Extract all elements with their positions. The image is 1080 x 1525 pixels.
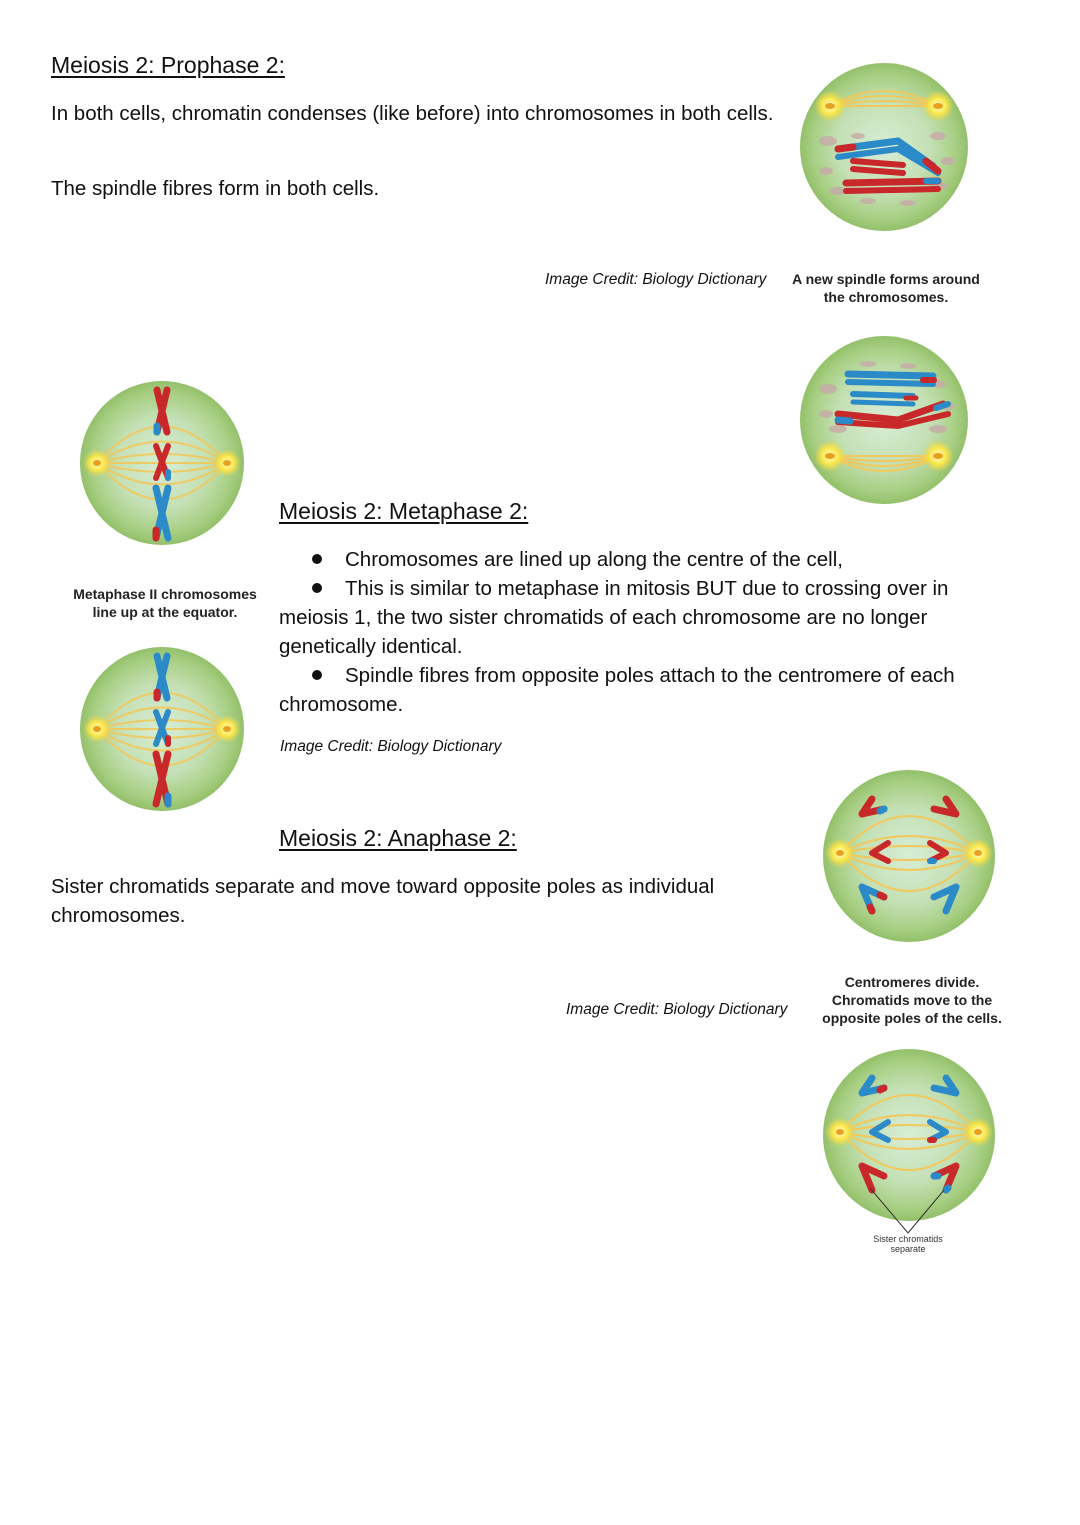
bullet-icon — [312, 670, 322, 680]
caption-line: the chromosomes. — [823, 289, 949, 305]
bullet-text: Chromosomes are lined up along the centre of the cell, — [345, 548, 843, 571]
bullet-text: This is similar to metaphase in mitosis BUT due to crossing over in meiosis 1, the two sister chromatids of each chromosome are no longer genetically identical. — [279, 577, 949, 658]
prophase-paragraph-2: The spindle fibres form in both cells. — [51, 177, 380, 200]
bullet-item — [279, 574, 999, 661]
prophase-figure-caption — [780, 270, 992, 306]
bullet-text: Spindle fibres from opposite poles attach to the centromere of each chromosome. — [279, 664, 955, 716]
anaphase-heading: Meiosis 2: Anaphase 2: — [279, 825, 517, 851]
caption-line: line up at the equator. — [92, 604, 238, 620]
metaphase-heading: Meiosis 2: Metaphase 2: — [279, 498, 529, 524]
sister-chromatids-label — [858, 1234, 958, 1254]
metaphase-bullet-list — [279, 545, 999, 719]
anaphase-cell-diagram-1 — [822, 769, 996, 943]
anaphase-figure-caption — [806, 973, 1018, 1027]
anaphase-paragraph: Sister chromatids separate and move toward opposite poles as individual chromosomes. — [51, 875, 715, 927]
anaphase-image-credit: Image Credit: Biology Dictionary — [566, 1001, 788, 1018]
prophase-paragraph-1: In both cells, chromatin condenses (like before) into chromosomes in both cells. — [51, 102, 774, 125]
bullet-item — [279, 545, 999, 574]
metaphase-image-credit: Image Credit: Biology Dictionary — [280, 738, 502, 755]
caption-line: Chromatids move to the — [831, 992, 993, 1008]
metaphase-cell-diagram-1 — [79, 380, 245, 546]
bullet-item — [279, 661, 999, 719]
prophase-heading: Meiosis 2: Prophase 2: — [51, 52, 285, 78]
bullet-icon — [312, 583, 322, 593]
cell-membrane — [800, 63, 968, 231]
caption-line: opposite poles of the cells. — [822, 1010, 1002, 1026]
anaphase-cell-diagram-2 — [822, 1048, 996, 1222]
prophase-cell-diagram-2 — [798, 334, 970, 506]
metaphase-figure-caption — [55, 585, 275, 621]
prophase-cell-diagram-1 — [798, 61, 970, 233]
bullet-icon — [312, 554, 322, 564]
caption-line: Centromeres divide. — [844, 974, 980, 990]
prophase-image-credit: Image Credit: Biology Dictionary — [545, 271, 767, 288]
caption-line: A new spindle forms around — [792, 271, 980, 287]
caption-line: Metaphase II chromosomes — [73, 586, 257, 602]
metaphase-cell-diagram-2 — [79, 646, 245, 812]
label-line: separate — [890, 1244, 926, 1254]
label-line: Sister chromatids — [873, 1234, 943, 1244]
